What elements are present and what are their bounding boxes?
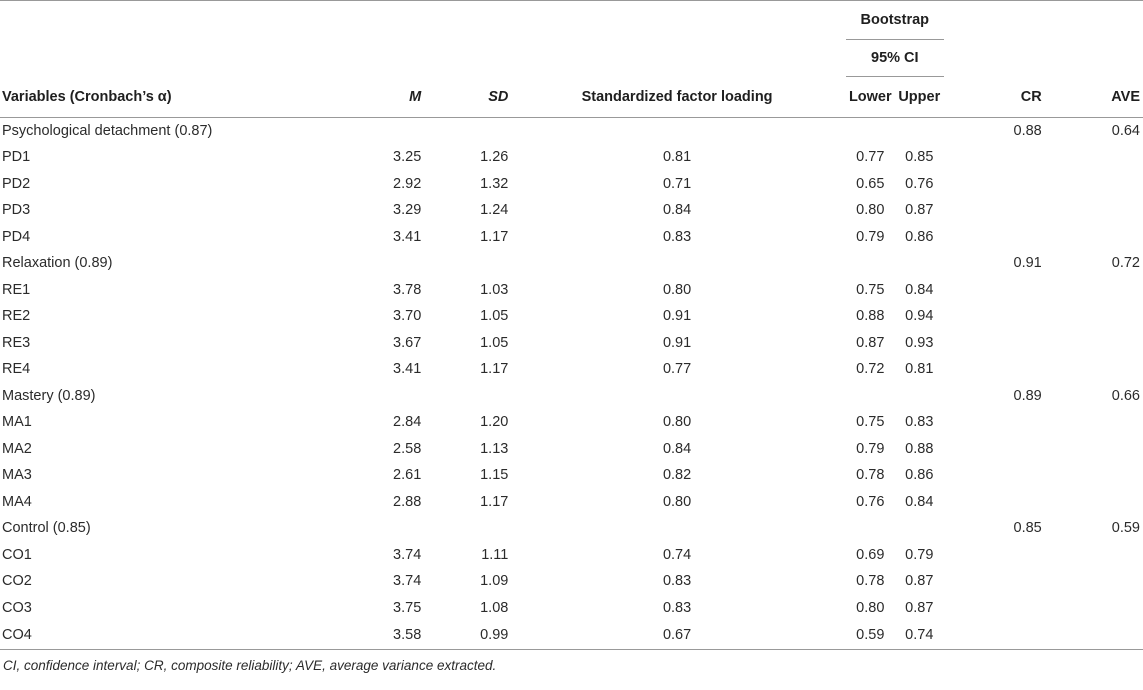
item-name: CO1 — [2, 546, 32, 563]
empty-cell — [1042, 277, 1143, 304]
empty-cell — [944, 489, 1042, 516]
ci-lower-value: 0.77 — [856, 149, 885, 166]
empty-cell — [1042, 462, 1143, 489]
ci-upper-value: 0.87 — [905, 599, 934, 616]
header-row-ci — [0, 40, 1143, 77]
loading-value: 0.80 — [662, 493, 692, 510]
mean-value: 3.70 — [393, 308, 422, 325]
sd-value: 1.13 — [480, 440, 509, 457]
empty-cell — [508, 250, 845, 277]
loading-value: 0.84 — [662, 202, 692, 219]
table-row — [0, 171, 1143, 198]
empty-cell — [846, 383, 895, 410]
mean-value: 2.84 — [393, 414, 422, 431]
table-row — [0, 356, 1143, 383]
table-row — [0, 330, 1143, 357]
ave-value: 0.66 — [1111, 387, 1140, 404]
mean-value: 3.41 — [393, 228, 422, 245]
loading-value: 0.83 — [662, 228, 692, 245]
empty-cell — [334, 383, 421, 410]
item-name: CO3 — [2, 599, 32, 616]
ci-lower-value: 0.76 — [856, 493, 885, 510]
empty-cell — [1042, 436, 1143, 463]
empty-cell — [846, 515, 895, 542]
sd-value: 1.32 — [480, 175, 509, 192]
sd-value: 1.17 — [480, 493, 509, 510]
loading-value: 0.82 — [662, 467, 692, 484]
loading-value: 0.74 — [662, 546, 692, 563]
mean-value: 3.67 — [393, 334, 422, 351]
mean-value: 2.58 — [393, 440, 422, 457]
loading-value: 0.67 — [508, 621, 845, 650]
item-name: CO4 — [0, 621, 334, 650]
lower-header: Lower — [846, 77, 895, 118]
empty-cell — [1042, 330, 1143, 357]
empty-cell — [895, 250, 944, 277]
ci-lower-value: 0.65 — [856, 175, 885, 192]
ci-upper-value: 0.84 — [905, 281, 934, 298]
empty-cell — [846, 250, 895, 277]
empty-cell — [1042, 356, 1143, 383]
table-row — [0, 595, 1143, 622]
ci-lower-value: 0.72 — [856, 361, 885, 378]
ci-lower-value: 0.78 — [856, 573, 885, 590]
empty-cell — [508, 383, 845, 410]
sd-value: 1.05 — [480, 308, 509, 325]
empty-cell — [334, 118, 421, 145]
ci-lower-value: 0.80 — [856, 202, 885, 219]
ci-upper-value: 0.93 — [905, 334, 934, 351]
m-header: M — [334, 77, 421, 118]
loading-value: 0.91 — [662, 308, 692, 325]
group-label: Control (0.85) — [2, 520, 91, 537]
empty-cell — [944, 330, 1042, 357]
loading-value: 0.80 — [662, 281, 692, 298]
group-row — [0, 515, 1143, 542]
item-name: RE4 — [2, 361, 31, 378]
loading-value: 0.84 — [662, 440, 692, 457]
mean-value: 2.88 — [393, 493, 422, 510]
ci-header: 95% CI — [846, 40, 944, 77]
item-name: RE3 — [2, 334, 31, 351]
ci-lower-value: 0.59 — [846, 621, 895, 650]
sd-value: 1.15 — [480, 467, 509, 484]
item-name: PD1 — [2, 149, 31, 166]
loading-value: 0.91 — [662, 334, 692, 351]
ci-lower-value: 0.87 — [856, 334, 885, 351]
sd-value: 1.09 — [480, 573, 509, 590]
sd-value: 1.24 — [480, 202, 509, 219]
item-name: CO2 — [2, 573, 32, 590]
mean-value: 3.58 — [334, 621, 421, 650]
empty-cell — [944, 436, 1042, 463]
header-row-columns — [0, 77, 1143, 118]
table-row — [0, 277, 1143, 304]
table-row — [0, 303, 1143, 330]
mean-value: 3.74 — [393, 546, 422, 563]
mean-value: 3.25 — [393, 149, 422, 166]
empty-cell — [508, 118, 845, 145]
sd-value: 1.17 — [480, 361, 509, 378]
table-body — [0, 118, 1143, 650]
cr-header: CR — [944, 77, 1042, 118]
item-name: MA3 — [2, 467, 32, 484]
empty-cell — [944, 595, 1042, 622]
sd-value: 1.17 — [480, 228, 509, 245]
cr-value: 0.88 — [1013, 123, 1042, 139]
mean-value: 3.75 — [393, 599, 422, 616]
empty-cell — [1042, 409, 1143, 436]
ci-lower-value: 0.75 — [856, 414, 885, 431]
ci-upper-value: 0.94 — [905, 308, 934, 325]
empty-cell — [895, 383, 944, 410]
item-name: PD3 — [2, 202, 31, 219]
table-row — [0, 462, 1143, 489]
sd-value: 1.11 — [481, 546, 509, 563]
sd-value: 1.03 — [480, 281, 509, 298]
ci-upper-value: 0.87 — [905, 202, 934, 219]
table-row — [0, 568, 1143, 595]
empty-cell — [944, 568, 1042, 595]
empty-cell — [1042, 489, 1143, 516]
empty-cell — [1042, 171, 1143, 198]
empty-cell — [895, 515, 944, 542]
empty-cell — [944, 542, 1042, 569]
empty-cell — [944, 303, 1042, 330]
item-name: RE2 — [2, 308, 31, 325]
empty-cell — [1042, 224, 1143, 251]
bootstrap-header: Bootstrap — [846, 1, 944, 40]
cr-value: 0.89 — [1013, 387, 1042, 404]
ave-value: 0.72 — [1111, 255, 1140, 272]
ave-value: 0.59 — [1111, 520, 1140, 537]
empty-cell — [1042, 303, 1143, 330]
empty-cell — [944, 462, 1042, 489]
sd-value: 1.08 — [480, 599, 509, 616]
empty-cell — [1042, 144, 1143, 171]
empty-cell — [944, 277, 1042, 304]
mean-value: 2.92 — [393, 175, 422, 192]
empty-cell — [944, 224, 1042, 251]
empty-cell — [421, 118, 508, 145]
empty-cell — [1042, 595, 1143, 622]
table-row — [0, 621, 1143, 650]
empty-cell — [1042, 542, 1143, 569]
table-footnote: CI, confidence interval; CR, composite reliability; AVE, average variance extracted. — [3, 658, 497, 673]
group-row — [0, 383, 1143, 410]
mean-value: 3.78 — [393, 281, 422, 298]
ci-lower-value: 0.69 — [856, 546, 885, 563]
group-label: Psychological detachment (0.87) — [2, 123, 213, 139]
ci-upper-value: 0.81 — [905, 361, 934, 378]
ci-upper-value: 0.84 — [905, 493, 934, 510]
empty-cell — [944, 171, 1042, 198]
ci-lower-value: 0.80 — [856, 599, 885, 616]
empty-cell — [1042, 568, 1143, 595]
ci-upper-value: 0.76 — [905, 175, 934, 192]
ave-value: 0.64 — [1111, 123, 1140, 139]
empty-cell — [944, 621, 1042, 650]
ci-upper-value: 0.86 — [905, 228, 934, 245]
empty-cell — [944, 409, 1042, 436]
item-name: MA4 — [2, 493, 32, 510]
empty-cell — [508, 515, 845, 542]
ci-lower-value: 0.78 — [856, 467, 885, 484]
ci-upper-value: 0.83 — [905, 414, 934, 431]
ave-header: AVE — [1042, 77, 1143, 118]
item-name: RE1 — [2, 281, 31, 298]
loading-value: 0.83 — [662, 599, 692, 616]
mean-value: 3.74 — [393, 573, 422, 590]
ci-upper-value: 0.74 — [895, 621, 944, 650]
empty-cell — [334, 250, 421, 277]
empty-cell — [944, 356, 1042, 383]
sd-header: SD — [421, 77, 508, 118]
item-name: PD4 — [2, 228, 31, 245]
ci-lower-value: 0.88 — [856, 308, 885, 325]
empty-cell — [421, 250, 508, 277]
empty-cell — [421, 383, 508, 410]
ci-upper-value: 0.88 — [905, 440, 934, 457]
group-row — [0, 250, 1143, 277]
mean-value: 3.41 — [393, 361, 422, 378]
table-row — [0, 197, 1143, 224]
loading-value: 0.77 — [662, 361, 692, 378]
item-name: PD2 — [2, 175, 31, 192]
table-row — [0, 489, 1143, 516]
empty-cell — [895, 118, 944, 145]
table-row — [0, 224, 1143, 251]
loading-value: 0.71 — [662, 175, 692, 192]
table-row — [0, 542, 1143, 569]
item-name: MA2 — [2, 440, 32, 457]
empty-cell — [1042, 197, 1143, 224]
table-row — [0, 144, 1143, 171]
ci-upper-value: 0.86 — [905, 467, 934, 484]
loading-header: Standardized factor loading — [508, 77, 845, 118]
table-row — [0, 436, 1143, 463]
empty-cell — [846, 118, 895, 145]
mean-value: 3.29 — [393, 202, 422, 219]
header-row-bootstrap — [0, 1, 1143, 40]
upper-header: Upper — [895, 77, 944, 118]
ci-upper-value: 0.87 — [905, 573, 934, 590]
empty-cell — [944, 144, 1042, 171]
ci-lower-value: 0.79 — [856, 440, 885, 457]
item-name: MA1 — [2, 414, 32, 431]
ci-lower-value: 0.79 — [856, 228, 885, 245]
sd-value: 1.05 — [480, 334, 509, 351]
sd-value: 0.99 — [421, 621, 508, 650]
empty-cell — [1042, 621, 1143, 650]
group-label: Relaxation (0.89) — [2, 255, 113, 272]
cr-value: 0.91 — [1013, 255, 1042, 272]
ci-lower-value: 0.75 — [856, 281, 885, 298]
sd-value: 1.20 — [480, 414, 509, 431]
group-label: Mastery (0.89) — [2, 387, 96, 404]
empty-cell — [944, 197, 1042, 224]
table-row — [0, 409, 1143, 436]
empty-cell — [334, 515, 421, 542]
loading-value: 0.81 — [662, 149, 692, 166]
mean-value: 2.61 — [393, 467, 422, 484]
cr-value: 0.85 — [1013, 520, 1042, 537]
loading-value: 0.80 — [662, 414, 692, 431]
group-row — [0, 118, 1143, 145]
sd-value: 1.26 — [480, 149, 509, 166]
empty-cell — [421, 515, 508, 542]
ci-upper-value: 0.85 — [905, 149, 934, 166]
variables-header: Variables (Cronbach’s α) — [0, 77, 334, 118]
ci-upper-value: 0.79 — [905, 546, 934, 563]
loading-value: 0.83 — [662, 573, 692, 590]
